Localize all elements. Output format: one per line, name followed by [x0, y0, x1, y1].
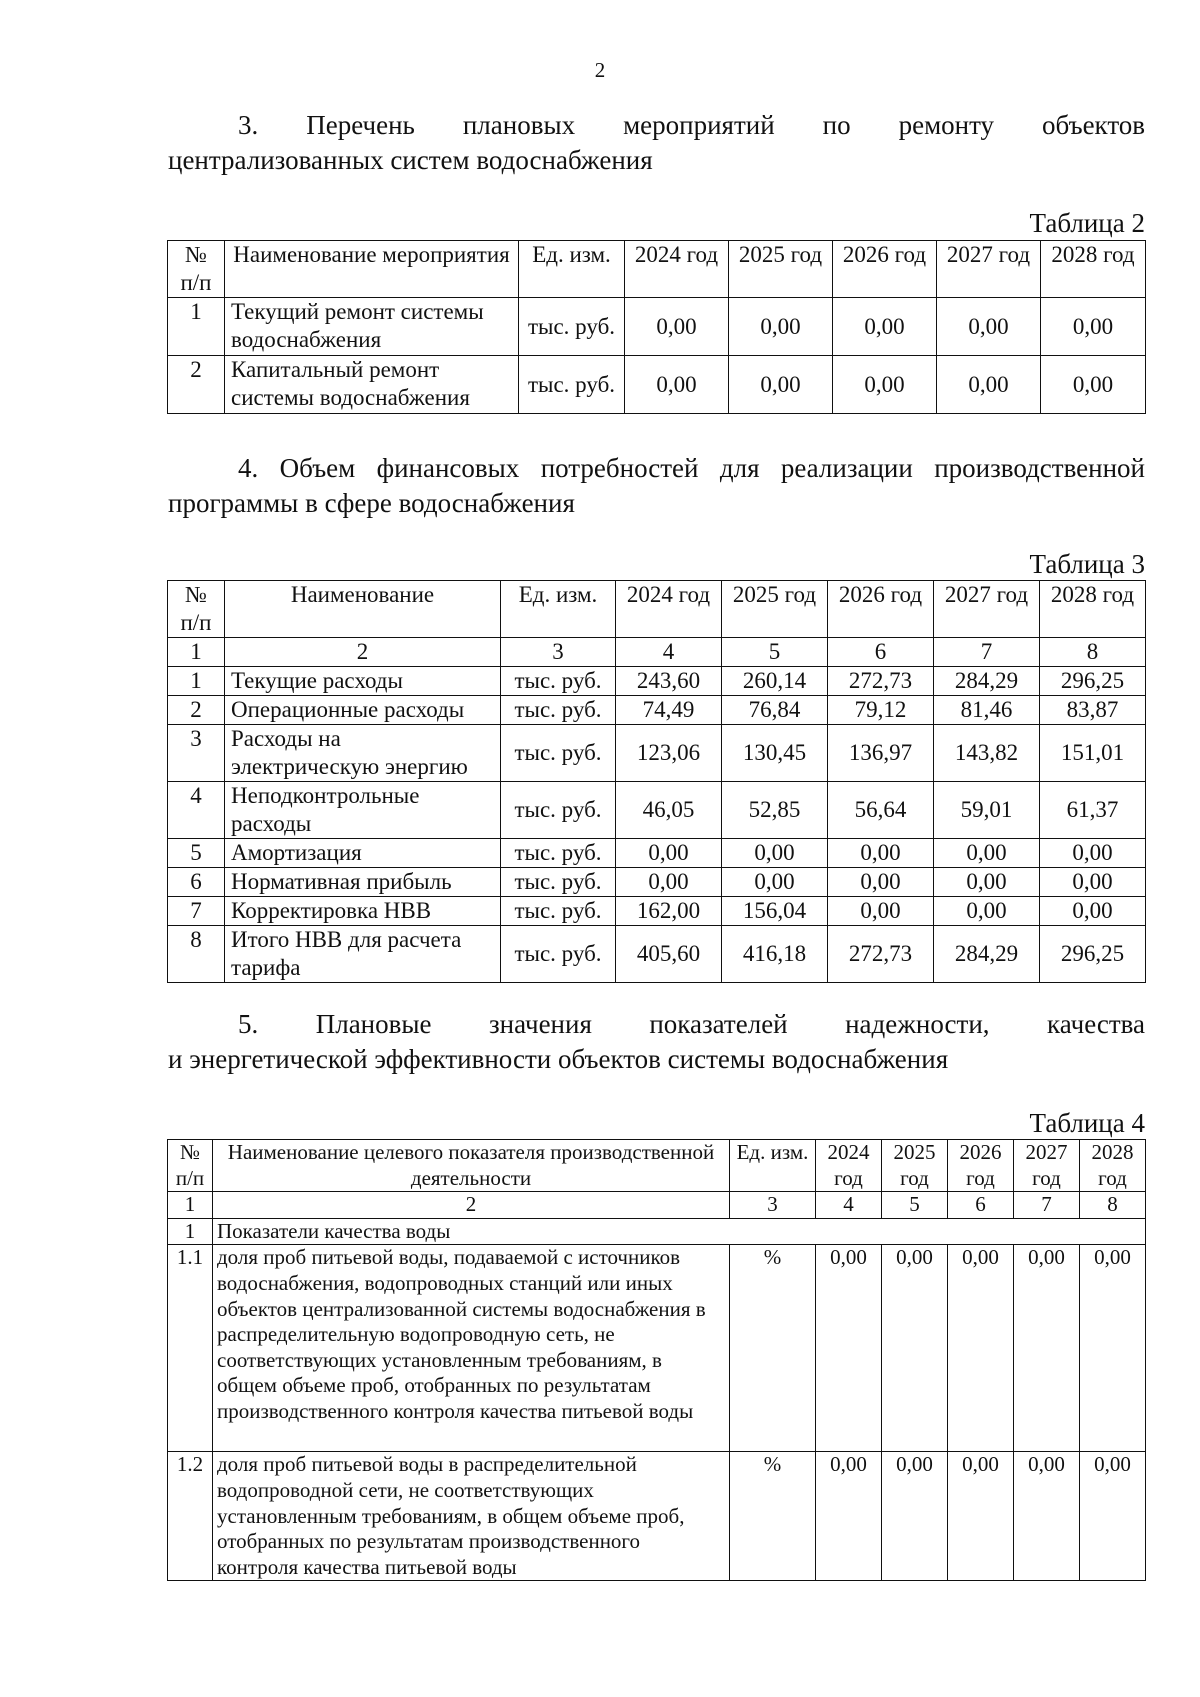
row-value: 46,05: [616, 782, 722, 839]
row-value: 0,00: [616, 839, 722, 868]
section-4-heading: [168, 451, 1145, 521]
row-unit: тыс. руб.: [519, 356, 625, 414]
row-value: 0,00: [1040, 897, 1146, 926]
row-value: 405,60: [616, 926, 722, 983]
heading-word: качества: [1047, 1009, 1145, 1039]
column-number: 5: [722, 638, 828, 667]
table-row: [168, 667, 1146, 696]
header-cell: Наименование: [225, 581, 501, 638]
table-row: [168, 839, 1146, 868]
column-number: 2: [213, 1192, 730, 1219]
row-unit: тыс. руб.: [501, 782, 616, 839]
header-cell: 2025 год: [882, 1140, 948, 1192]
page-number: 2: [594, 58, 606, 82]
row-number: 5: [168, 839, 225, 868]
header-cell: 2024 год: [816, 1140, 882, 1192]
section-5-heading: [168, 1007, 1145, 1077]
table-row: [168, 897, 1146, 926]
row-value: 416,18: [722, 926, 828, 983]
table-2-header-row: [168, 241, 1146, 298]
table-4-header-row: [168, 1140, 1146, 1192]
heading-word: показателей: [649, 1009, 788, 1039]
row-value: 52,85: [722, 782, 828, 839]
table-row: [168, 782, 1146, 839]
row-value: 0,00: [1041, 298, 1146, 356]
table-2: [167, 240, 1146, 414]
heading-word: 3. Перечень: [238, 110, 415, 140]
row-name: Операционные расходы: [225, 696, 501, 725]
row-name: Текущие расходы: [225, 667, 501, 696]
header-cell: 2027 год: [1014, 1140, 1080, 1192]
row-number: 2: [168, 356, 225, 414]
row-unit: тыс. руб.: [501, 696, 616, 725]
row-number: 1.2: [168, 1452, 213, 1581]
header-cell: 2025 год: [729, 241, 833, 298]
row-value: 123,06: [616, 725, 722, 782]
section-4-heading-line1: 4. Объем финансовых потребностей для реализации производственной: [238, 453, 1145, 483]
row-value: 156,04: [722, 897, 828, 926]
group-number: 1: [168, 1218, 213, 1245]
row-value: 143,82: [934, 725, 1040, 782]
row-number: 7: [168, 897, 225, 926]
row-value: 0,00: [1080, 1452, 1146, 1581]
table-row: [168, 926, 1146, 983]
column-number: 4: [616, 638, 722, 667]
row-number: 8: [168, 926, 225, 983]
row-value: 0,00: [937, 298, 1041, 356]
row-value: 61,37: [1040, 782, 1146, 839]
row-value: 81,46: [934, 696, 1040, 725]
column-number: 1: [168, 638, 225, 667]
row-value: 0,00: [833, 356, 937, 414]
row-value: 59,01: [934, 782, 1040, 839]
row-value: 0,00: [1080, 1245, 1146, 1452]
row-number: 3: [168, 725, 225, 782]
row-value: 162,00: [616, 897, 722, 926]
heading-word: мероприятий: [623, 110, 775, 140]
row-value: 0,00: [1014, 1245, 1080, 1452]
heading-word: по: [822, 110, 851, 140]
row-value: 151,01: [1040, 725, 1146, 782]
column-number: 2: [225, 638, 501, 667]
heading-word: объектов: [1042, 110, 1145, 140]
table-row: [168, 725, 1146, 782]
header-cell: № п/п: [168, 1140, 213, 1192]
row-value: 0,00: [816, 1452, 882, 1581]
row-value: 272,73: [828, 926, 934, 983]
header-cell: Ед. изм.: [730, 1140, 816, 1192]
heading-word: 5. Плановые: [238, 1009, 432, 1039]
column-number: 4: [816, 1192, 882, 1219]
header-cell: 2028 год: [1080, 1140, 1146, 1192]
row-value: 284,29: [934, 667, 1040, 696]
row-unit: тыс. руб.: [501, 868, 616, 897]
row-name: Нормативная прибыль: [225, 868, 501, 897]
heading-word: ремонту: [898, 110, 995, 140]
row-value: 0,00: [937, 356, 1041, 414]
row-value: 0,00: [729, 356, 833, 414]
header-cell: № п/п: [168, 241, 225, 298]
row-value: 0,00: [816, 1245, 882, 1452]
row-value: 136,97: [828, 725, 934, 782]
table-row: [168, 1245, 1146, 1452]
row-value: 243,60: [616, 667, 722, 696]
row-value: 260,14: [722, 667, 828, 696]
row-unit: тыс. руб.: [501, 725, 616, 782]
table-4-group-row: [168, 1218, 1146, 1245]
row-name: Итого НВВ для расчета тарифа: [225, 926, 501, 983]
row-value: 0,00: [625, 356, 729, 414]
table-row: [168, 868, 1146, 897]
section-3-heading-line2: централизованных систем водоснабжения: [168, 145, 653, 175]
header-cell: Ед. изм.: [519, 241, 625, 298]
row-value: 76,84: [722, 696, 828, 725]
column-number: 6: [948, 1192, 1014, 1219]
header-cell: 2024 год: [616, 581, 722, 638]
header-cell: Ед. изм.: [501, 581, 616, 638]
row-value: 0,00: [722, 868, 828, 897]
row-unit: тыс. руб.: [501, 839, 616, 868]
row-value: 0,00: [828, 839, 934, 868]
header-cell: 2028 год: [1040, 581, 1146, 638]
row-name: Корректировка НВВ: [225, 897, 501, 926]
row-value: 0,00: [882, 1452, 948, 1581]
heading-word: значения: [488, 1009, 592, 1039]
row-unit: %: [730, 1452, 816, 1581]
row-value: 74,49: [616, 696, 722, 725]
header-cell: Наименование мероприятия: [225, 241, 519, 298]
column-number: 5: [882, 1192, 948, 1219]
row-value: 0,00: [828, 868, 934, 897]
header-cell: 2027 год: [937, 241, 1041, 298]
row-number: 1: [168, 667, 225, 696]
row-name: доля проб питьевой воды, подаваемой с источников водоснабжения, водопроводных станций или иных объектов централизованной системы водоснабжения в распределительную водопроводную сеть, не соответствующих установленным требованиям, в общем объеме проб, отобранных по результатам производственного контроля качества питьевой воды: [213, 1245, 730, 1452]
row-value: 0,00: [948, 1452, 1014, 1581]
header-cell: 2026 год: [828, 581, 934, 638]
row-name: Неподконтрольные расходы: [225, 782, 501, 839]
row-value: 0,00: [722, 839, 828, 868]
header-cell: 2028 год: [1041, 241, 1146, 298]
row-value: 296,25: [1040, 667, 1146, 696]
row-value: 56,64: [828, 782, 934, 839]
group-title: Показатели качества воды: [213, 1218, 1146, 1245]
row-unit: тыс. руб.: [501, 667, 616, 696]
row-name: доля проб питьевой воды в распределительной водопроводной сети, не соответствующих установленным требованиям, в общем объеме проб, отобранных по результатам производственного контроля качества питьевой воды: [213, 1452, 730, 1581]
table-3-numbering-row: [168, 638, 1146, 667]
header-cell: 2026 год: [948, 1140, 1014, 1192]
table-row: [168, 1452, 1146, 1581]
heading-word: надежности,: [845, 1009, 990, 1039]
section-5-heading-line1: [168, 1007, 1145, 1042]
table-row: [168, 696, 1146, 725]
header-cell: 2025 год: [722, 581, 828, 638]
row-value: 0,00: [934, 839, 1040, 868]
row-value: 0,00: [934, 868, 1040, 897]
row-number: 1.1: [168, 1245, 213, 1452]
header-cell: Наименование целевого показателя производственной деятельности: [213, 1140, 730, 1192]
table-2-caption: Таблица 2: [1029, 208, 1145, 238]
column-number: 3: [501, 638, 616, 667]
table-4: [167, 1139, 1146, 1581]
row-name: Текущий ремонт системы водоснабжения: [225, 298, 519, 356]
row-value: 0,00: [833, 298, 937, 356]
row-name: Капитальный ремонт системы водоснабжения: [225, 356, 519, 414]
row-value: 0,00: [1014, 1452, 1080, 1581]
heading-word: плановых: [462, 110, 576, 140]
table-4-numbering-row: [168, 1192, 1146, 1219]
row-number: 2: [168, 696, 225, 725]
row-number: 1: [168, 298, 225, 356]
row-name: Расходы на электрическую энергию: [225, 725, 501, 782]
row-value: 0,00: [616, 868, 722, 897]
row-number: 4: [168, 782, 225, 839]
row-value: 0,00: [1041, 356, 1146, 414]
table-row: [168, 356, 1146, 414]
header-cell: 2024 год: [625, 241, 729, 298]
row-value: 272,73: [828, 667, 934, 696]
row-name: Амортизация: [225, 839, 501, 868]
header-cell: 2027 год: [934, 581, 1040, 638]
table-3-header-row: [168, 581, 1146, 638]
table-3: [167, 580, 1146, 983]
header-cell: 2026 год: [833, 241, 937, 298]
row-value: 0,00: [729, 298, 833, 356]
row-value: 0,00: [948, 1245, 1014, 1452]
row-unit: тыс. руб.: [519, 298, 625, 356]
section-5-heading-line2: и энергетической эффективности объектов системы водоснабжения: [168, 1044, 949, 1074]
row-value: 0,00: [934, 897, 1040, 926]
section-3-heading-line1: [168, 108, 1145, 143]
row-value: 130,45: [722, 725, 828, 782]
table-3-caption: Таблица 3: [1029, 549, 1145, 579]
row-value: 284,29: [934, 926, 1040, 983]
column-number: 3: [730, 1192, 816, 1219]
row-value: 0,00: [828, 897, 934, 926]
row-value: 83,87: [1040, 696, 1146, 725]
column-number: 1: [168, 1192, 213, 1219]
column-number: 8: [1040, 638, 1146, 667]
row-value: 0,00: [1040, 839, 1146, 868]
row-value: 79,12: [828, 696, 934, 725]
header-cell: № п/п: [168, 581, 225, 638]
row-unit: %: [730, 1245, 816, 1452]
column-number: 7: [1014, 1192, 1080, 1219]
row-value: 0,00: [1040, 868, 1146, 897]
column-number: 7: [934, 638, 1040, 667]
table-4-caption: Таблица 4: [1029, 1108, 1145, 1138]
row-value: 296,25: [1040, 926, 1146, 983]
row-value: 0,00: [882, 1245, 948, 1452]
section-4-heading-line2: программы в сфере водоснабжения: [168, 488, 575, 518]
column-number: 6: [828, 638, 934, 667]
row-value: 0,00: [625, 298, 729, 356]
section-3-heading: [168, 108, 1145, 178]
column-number: 8: [1080, 1192, 1146, 1219]
row-unit: тыс. руб.: [501, 926, 616, 983]
row-unit: тыс. руб.: [501, 897, 616, 926]
row-number: 6: [168, 868, 225, 897]
table-row: [168, 298, 1146, 356]
